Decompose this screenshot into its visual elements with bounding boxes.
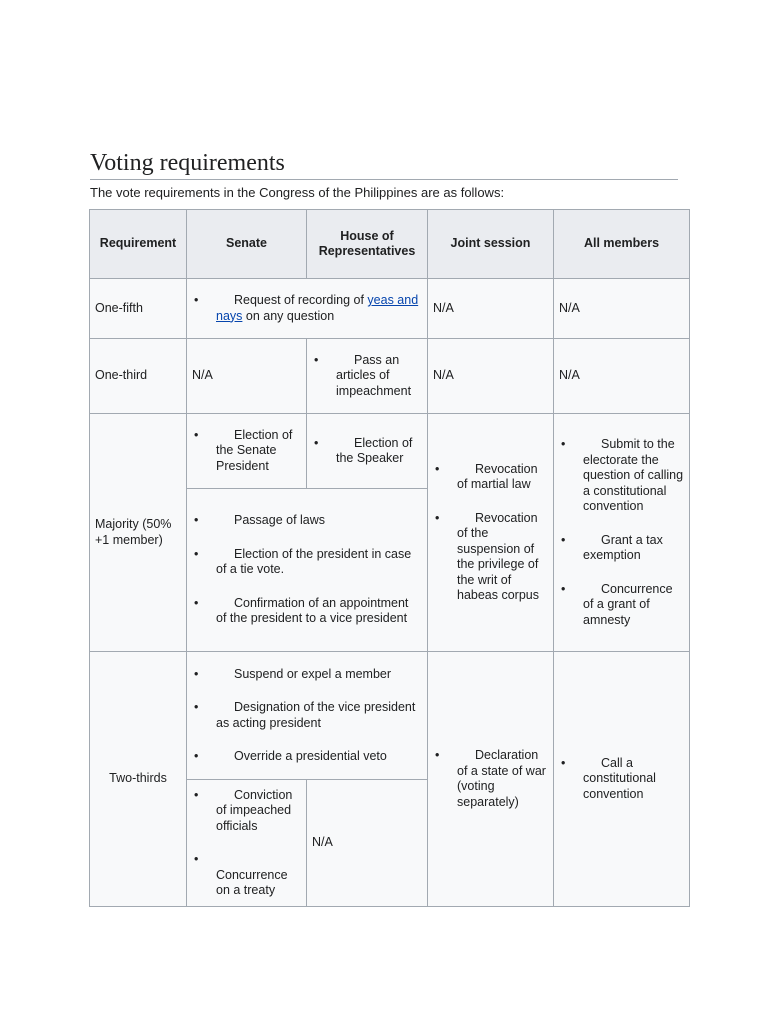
voting-requirements-table bbox=[89, 209, 690, 907]
requirement-label: One-third bbox=[90, 339, 187, 414]
list-item: • Concurrence of a grant of amnesty bbox=[559, 582, 684, 629]
senate-cell: N/A bbox=[187, 339, 307, 414]
senate-house-cell bbox=[187, 279, 428, 339]
joint-cell: N/A bbox=[428, 279, 554, 339]
list-item: • Override a presidential veto bbox=[192, 749, 422, 765]
requirement-label: One-fifth bbox=[90, 279, 187, 339]
list-item: • Request of recording of yeas and nays on any question bbox=[192, 293, 422, 324]
list-item: • Revocation of martial law bbox=[433, 462, 548, 493]
requirement-label: Two-thirds bbox=[90, 652, 187, 907]
house-cell bbox=[307, 339, 428, 414]
list-item: • Pass an articles of impeachment bbox=[312, 353, 422, 400]
house-cell: N/A bbox=[307, 780, 428, 907]
list-item: • Confirmation of an appointment of the president to a vice president bbox=[192, 596, 422, 627]
senate-house-cell bbox=[187, 489, 428, 652]
senate-house-cell bbox=[187, 652, 428, 780]
list-item: • Concurrence on a treaty bbox=[192, 852, 301, 899]
list-item: • Suspend or expel a member bbox=[192, 667, 422, 683]
joint-cell bbox=[428, 652, 554, 907]
list-item: • Declaration of a state of war (voting separately) bbox=[433, 748, 548, 810]
row-one-fifth bbox=[90, 279, 690, 339]
header-joint-session: Joint session bbox=[428, 210, 554, 279]
header-house: House of Representatives bbox=[307, 210, 428, 279]
list-item: • Grant a tax exemption bbox=[559, 533, 684, 564]
all-members-cell bbox=[554, 414, 690, 652]
list-item: • Revocation of the suspension of the privilege of the writ of habeas corpus bbox=[433, 511, 548, 604]
list-item: • Conviction of impeached officials bbox=[192, 788, 301, 835]
list-item: • Election of the Senate President bbox=[192, 428, 301, 475]
row-majority bbox=[90, 414, 690, 489]
list-item: • Call a constitutional convention bbox=[559, 756, 684, 803]
list-item: • Designation of the vice president as acting president bbox=[192, 700, 422, 731]
row-two-thirds bbox=[90, 652, 690, 780]
joint-cell: N/A bbox=[428, 339, 554, 414]
senate-cell bbox=[187, 780, 307, 907]
requirement-label: Majority (50% +1 member) bbox=[90, 414, 187, 652]
row-one-third bbox=[90, 339, 690, 414]
all-members-cell: N/A bbox=[554, 339, 690, 414]
header-all-members: All members bbox=[554, 210, 690, 279]
all-members-cell: N/A bbox=[554, 279, 690, 339]
intro-text: The vote requirements in the Congress of the Philippines are as follows: bbox=[90, 185, 505, 200]
yeas-and-nays-link[interactable]: yeas and nays bbox=[216, 293, 419, 323]
list-item: • Passage of laws bbox=[192, 513, 422, 529]
joint-cell bbox=[428, 414, 554, 652]
header-requirement: Requirement bbox=[90, 210, 187, 279]
all-members-cell bbox=[554, 652, 690, 907]
list-item: • Election of the president in case of a tie vote. bbox=[192, 547, 422, 578]
section-heading: Voting requirements bbox=[90, 149, 678, 180]
house-cell bbox=[307, 414, 428, 489]
header-senate: Senate bbox=[187, 210, 307, 279]
list-item: • Submit to the electorate the question of calling a constitutional convention bbox=[559, 437, 684, 515]
senate-cell bbox=[187, 414, 307, 489]
list-item: • Election of the Speaker bbox=[312, 436, 422, 467]
table-header-row bbox=[90, 210, 690, 279]
